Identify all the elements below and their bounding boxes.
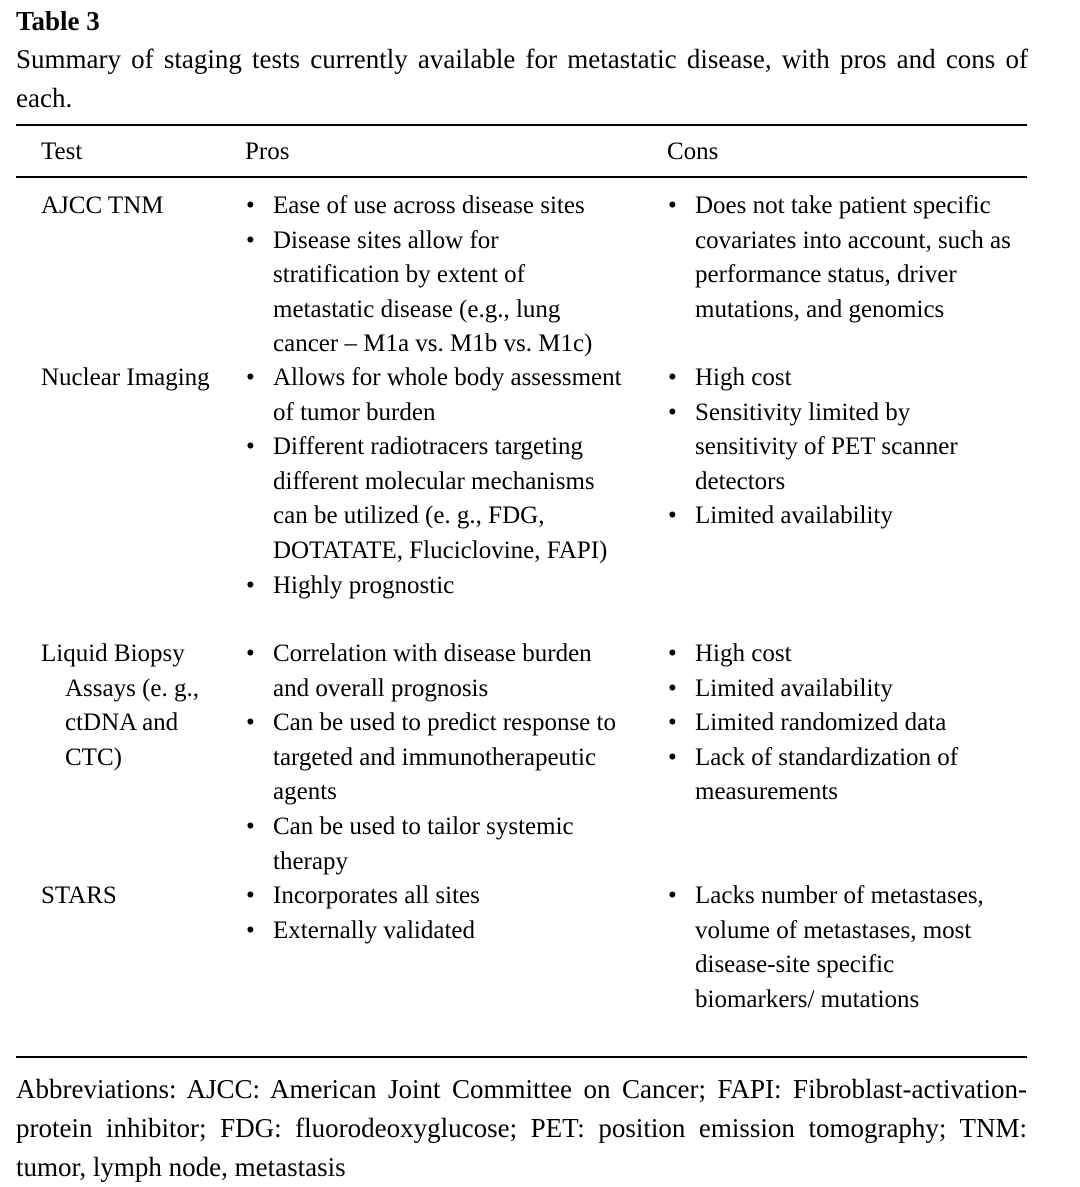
pros-list xyxy=(245,637,630,879)
header-rule xyxy=(16,176,1027,178)
table-row-test: STARS xyxy=(41,882,117,909)
list-item: • Highly prognostic xyxy=(245,569,630,604)
list-item: • High cost xyxy=(667,361,1017,396)
cons-list xyxy=(667,879,987,1017)
list-item: • Sensitivity limited by sensitivity of PET scanner detectors xyxy=(667,396,1017,500)
list-item: • Externally validated xyxy=(245,914,630,949)
table-row-test: Nuclear Imaging xyxy=(41,364,210,391)
header-test: Test xyxy=(41,138,83,165)
pros-list xyxy=(245,189,630,362)
list-item: • Can be used to predict response to targeted and immunotherapeutic agents xyxy=(245,706,630,810)
cons-list xyxy=(667,361,1017,534)
cons-list xyxy=(667,637,1017,810)
header-pros: Pros xyxy=(245,138,290,165)
list-item: • Disease sites allow for stratification by extent of metastatic disease (e.g., lung cancer – M1a vs. M1b vs. M1c) xyxy=(245,224,630,362)
list-item: • Can be used to tailor systemic therapy xyxy=(245,810,630,879)
list-item: • Allows for whole body assessment of tumor burden xyxy=(245,361,630,430)
list-item: • Does not take patient specific covariates into account, such as performance status, driver mutations, and genomics xyxy=(667,189,1017,327)
list-item: • Different radiotracers targeting different molecular mechanisms can be utilized (e. g., FDG, DOTATATE, Fluciclovine, FAPI) xyxy=(245,430,630,568)
list-item: • High cost xyxy=(667,637,1017,672)
table-row-test: AJCC TNM xyxy=(41,192,164,219)
list-item: • Limited availability xyxy=(667,672,1017,707)
list-item: • Lack of standardization of measurements xyxy=(667,741,1017,810)
bottom-rule xyxy=(16,1056,1027,1058)
top-rule xyxy=(16,124,1027,126)
list-item: • Limited availability xyxy=(667,499,1017,534)
pros-list xyxy=(245,361,630,603)
table-caption: Summary of staging tests currently available for metastatic disease, with pros and cons of each. xyxy=(16,44,1028,113)
table-footnote: Abbreviations: AJCC: American Joint Committee on Cancer; FAPI: Fibroblast-activation-protein inhibitor; FDG: fluorodeoxyglucose; PET: position emission tomography; TNM: tumor, lymph node, metastasis xyxy=(16,1074,1027,1182)
list-item: • Ease of use across disease sites xyxy=(245,189,630,224)
pros-list xyxy=(245,879,630,948)
header-cons: Cons xyxy=(667,138,719,165)
cons-list xyxy=(667,189,1017,327)
list-item: • Incorporates all sites xyxy=(245,879,630,914)
list-item: • Correlation with disease burden and overall prognosis xyxy=(245,637,630,706)
table-row-test: Liquid Biopsy Assays (e. g., ctDNA and CTC) xyxy=(41,640,200,771)
table-label: Table 3 xyxy=(16,6,100,36)
list-item: • Limited randomized data xyxy=(667,706,1017,741)
list-item: • Lacks number of metastases, volume of metastases, most disease-site specific biomarkers/ mutations xyxy=(667,879,987,1017)
